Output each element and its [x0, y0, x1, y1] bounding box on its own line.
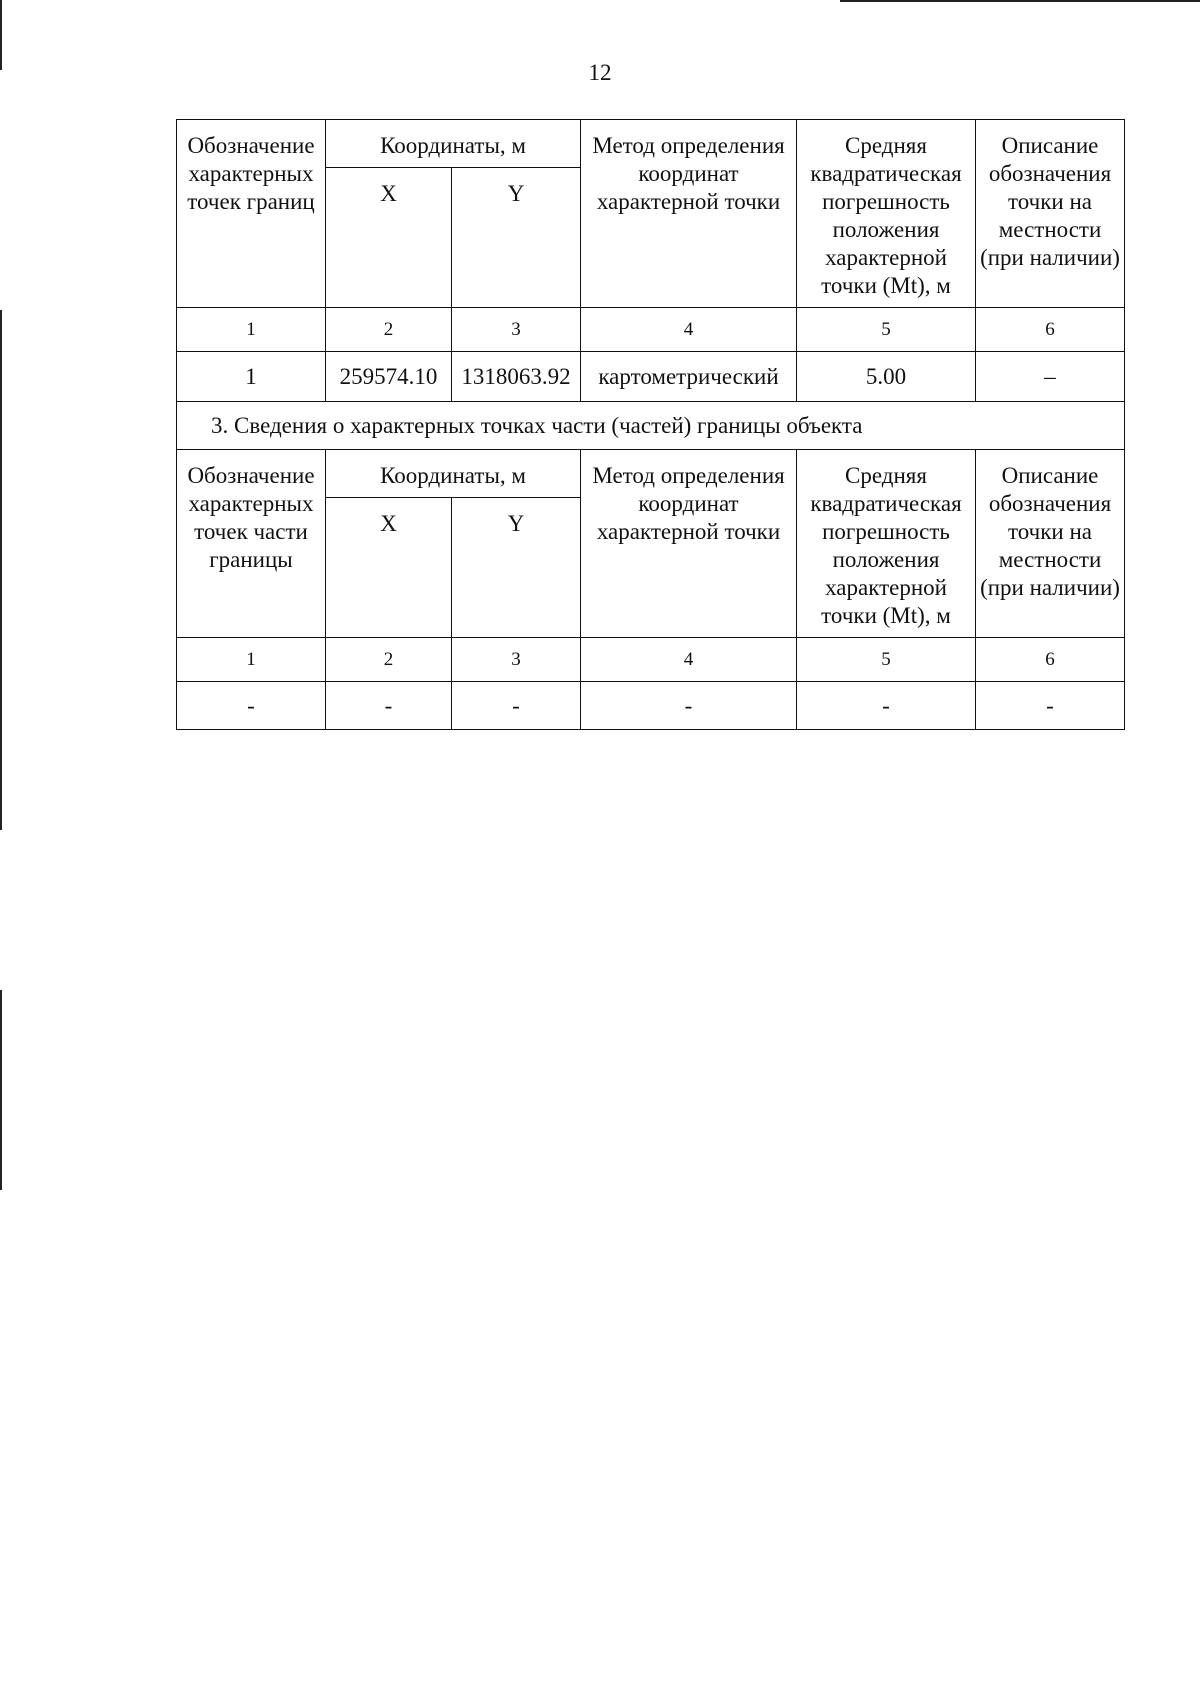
table-row — [177, 682, 1125, 730]
column-number: 6 — [976, 638, 1125, 682]
header-error: Средняя квадратическая погрешность положения характерной точки (Mt), м — [797, 120, 976, 308]
column-number: 5 — [797, 308, 976, 352]
cell-y: 1318063.92 — [452, 352, 581, 402]
header-designation: Обозначение характерных точек части границы — [177, 450, 326, 638]
page-number: 12 — [588, 60, 612, 85]
header-description: Описание обозначения точки на местности (при наличии) — [976, 450, 1125, 638]
header-designation: Обозначение характерных точек границ — [177, 120, 326, 308]
header-method: Метод определения координат характерной точки — [581, 120, 797, 308]
coordinates-table — [176, 119, 1125, 730]
scan-edge-left — [0, 310, 2, 830]
header-description: Описание обозначения точки на местности (при наличии) — [976, 120, 1125, 308]
section3-title-row — [177, 402, 1125, 450]
cell-description: – — [976, 352, 1125, 402]
scan-edge-left — [0, 990, 2, 1190]
column-number: 3 — [452, 638, 581, 682]
cell-x: - — [326, 682, 452, 730]
header-method: Метод определения координат характерной точки — [581, 450, 797, 638]
header-coordinates: Координаты, м — [326, 120, 581, 168]
column-number: 2 — [326, 638, 452, 682]
table-row — [177, 352, 1125, 402]
cell-error: - — [797, 682, 976, 730]
header-x: X — [326, 168, 452, 308]
cell-description: - — [976, 682, 1125, 730]
cell-method: картометрический — [581, 352, 797, 402]
cell-x: 259574.10 — [326, 352, 452, 402]
section3-title: 3. Сведения о характерных точках части (частей) границы объекта — [177, 402, 1125, 450]
cell-point-id: - — [177, 682, 326, 730]
header-coordinates: Координаты, м — [326, 450, 581, 498]
table1-column-numbers-row — [177, 308, 1125, 352]
cell-error: 5.00 — [797, 352, 976, 402]
header-y: Y — [452, 498, 581, 638]
column-number: 6 — [976, 308, 1125, 352]
column-number: 4 — [581, 308, 797, 352]
cell-point-id: 1 — [177, 352, 326, 402]
header-error: Средняя квадратическая погрешность положения характерной точки (Mt), м — [797, 450, 976, 638]
table2-column-numbers-row — [177, 638, 1125, 682]
column-number: 1 — [177, 638, 326, 682]
header-x: X — [326, 498, 452, 638]
header-y: Y — [452, 168, 581, 308]
table2-header-row — [177, 450, 1125, 498]
column-number: 1 — [177, 308, 326, 352]
cell-method: - — [581, 682, 797, 730]
cell-y: - — [452, 682, 581, 730]
scan-edge-top — [840, 0, 1200, 2]
table1-header-row — [177, 120, 1125, 168]
column-number: 3 — [452, 308, 581, 352]
column-number: 2 — [326, 308, 452, 352]
column-number: 5 — [797, 638, 976, 682]
column-number: 4 — [581, 638, 797, 682]
